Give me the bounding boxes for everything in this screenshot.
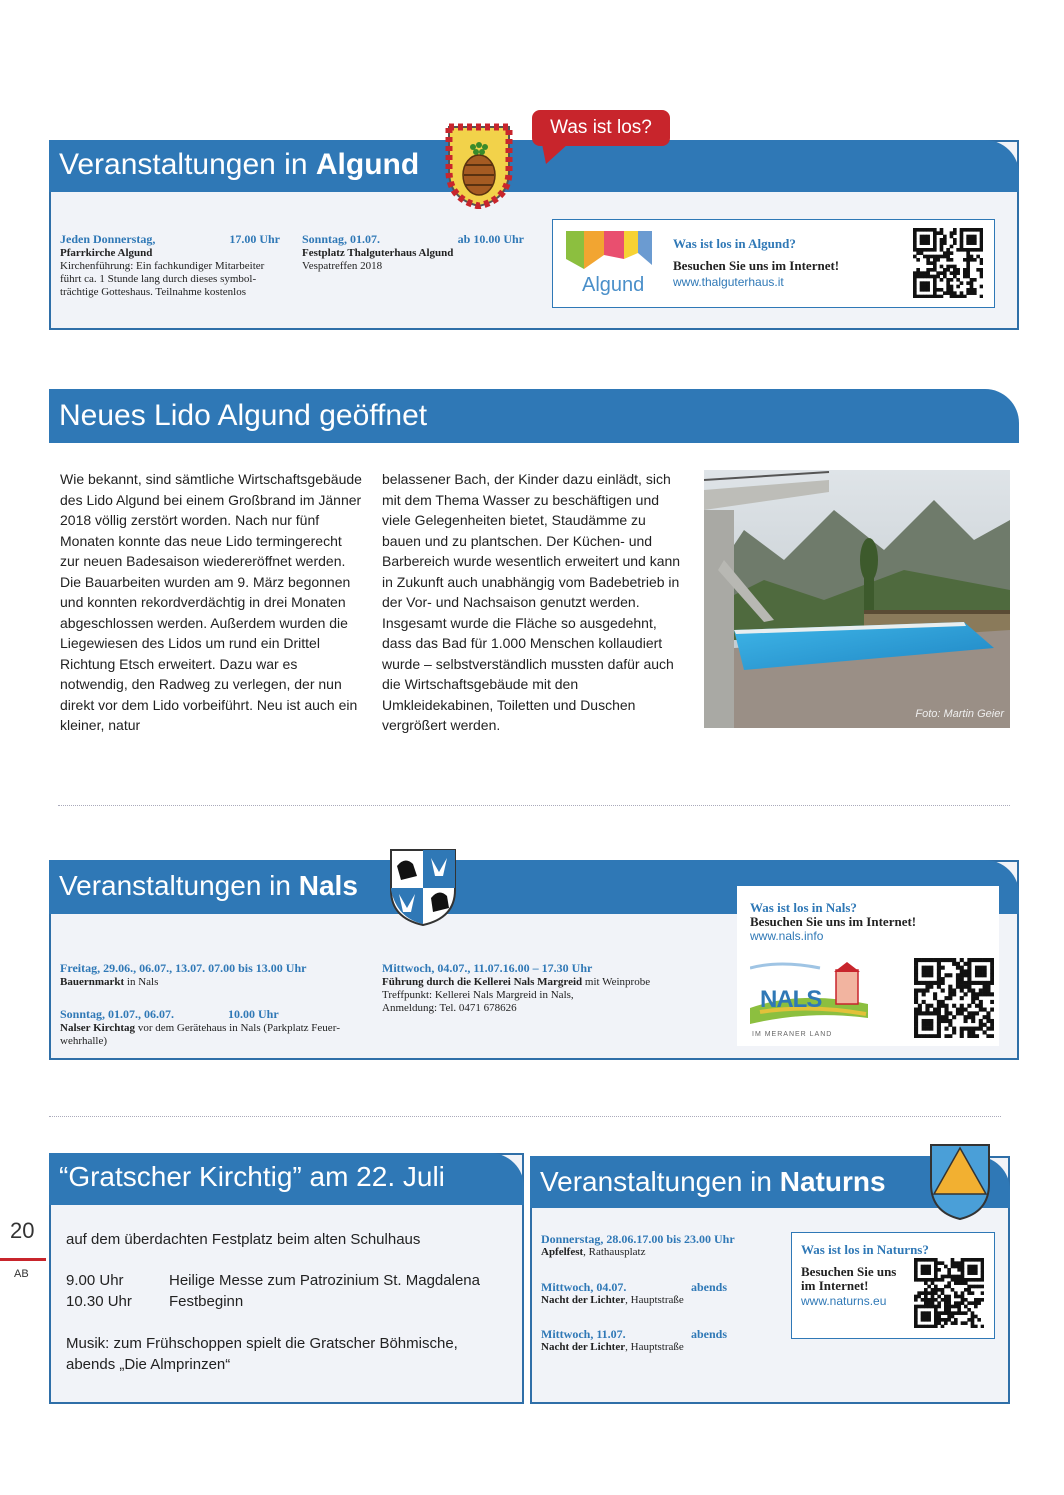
gratsch-desc2: Festbeginn: [169, 1293, 244, 1310]
algund-info-visit: Besuchen Sie uns im Internet!: [673, 258, 840, 273]
algund-info-url[interactable]: www.thalguterhaus.it: [673, 275, 784, 289]
nals-ev3-body: Führung durch die Kellerei Nals Margreid mit Weinprobe Treffpunkt: Kellerei Nals Margreid in Nals, Anmeldung: Tel. 0471 678626: [382, 976, 651, 1014]
algund-title-pre: Veranstaltungen in: [59, 148, 316, 181]
algund-qr-code-icon[interactable]: [913, 228, 983, 298]
page-number-rule: [0, 1258, 46, 1261]
nals-coat-of-arms-icon: [387, 846, 459, 928]
gratsch-header: [49, 1153, 524, 1205]
nals-info-url[interactable]: www.nals.info: [750, 929, 824, 943]
nals-info-visit: Besuchen Sie uns im Internet!: [750, 914, 917, 929]
lido-photo: [704, 470, 1010, 728]
naturns-info-url[interactable]: www.naturns.eu: [801, 1294, 887, 1308]
naturns-ev1-body: Apfelfest, Rathausplatz: [541, 1246, 646, 1258]
gratsch-line1: auf dem überdachten Festplatz beim alten Schulhaus: [66, 1231, 421, 1248]
nals-header: Veranstaltungen in Nals: [49, 860, 1019, 914]
nals-ev3-head: Mittwoch, 04.07., 11.07.16.00 – 17.30 Uhr: [382, 961, 593, 975]
lido-title: Neues Lido Algund geöffnet: [59, 399, 428, 432]
photo-credit: Foto: Martin Geier: [915, 708, 1004, 720]
nals-ev2-body: Nalser Kirchtag vor dem Gerätehaus in Nals (Parkplatz Feuerwehrhalle): [60, 1022, 341, 1047]
gratsch-time2: 10.30 Uhr: [66, 1293, 132, 1310]
algund-logo-icon: [566, 229, 654, 273]
naturns-ev2-body: Nacht der Lichter, Hauptstraße: [541, 1294, 684, 1306]
algund-ev1-body: Pfarrkirche Algund Kirchenführung: Ein fachkundiger Mitarbeiter führt ca. 1 Stunde lang durch dieses symbolträchtige Gotteshaus. Teilnahme kostenlos: [60, 247, 265, 298]
nals-info-question: Was ist los in Nals?: [750, 900, 857, 915]
naturns-ev3-body: Nacht der Lichter, Hauptstraße: [541, 1341, 684, 1353]
naturns-ev1-head: Donnerstag, 28.06.17.00 bis 23.00 Uhr: [541, 1232, 735, 1246]
gratsch-music2: abends „Die Almprinzen“: [66, 1356, 231, 1373]
algund-logo-text: Algund: [582, 274, 645, 296]
divider-1: [58, 805, 1010, 806]
naturns-ev2-head: Mittwoch, 04.07. abends: [541, 1280, 728, 1294]
nals-ev1-body: Bauernmarkt in Nals: [60, 976, 159, 988]
naturns-info-question: Was ist los in Naturns?: [801, 1242, 929, 1257]
nals-logo-subtext: IM MERANER LAND: [752, 1031, 833, 1038]
algund-ev2-head: Sonntag, 01.07. ab 10.00 Uhr: [302, 232, 524, 246]
was-ist-los-bubble: [532, 110, 670, 146]
pool-photo-image: [704, 470, 1010, 728]
divider-2: [49, 1116, 1001, 1117]
page-number: 20: [10, 1218, 35, 1243]
nals-ev2-head: Sonntag, 01.07., 06.07. 10.00 Uhr: [60, 1007, 279, 1021]
algund-title-bold: Algund: [315, 148, 420, 181]
lido-header: [49, 389, 1019, 443]
naturns-info-visit1: Besuchen Sie uns: [801, 1264, 897, 1279]
page-label: AB: [14, 1268, 29, 1280]
nals-qr-code-icon[interactable]: [914, 958, 994, 1038]
nals-logo-text: NALS: [760, 986, 822, 1013]
algund-header: [49, 140, 1019, 192]
algund-ev2-body: Festplatz Thalguterhaus Algund Vespatreffen 2018: [302, 247, 454, 272]
naturns-header: Veranstaltungen in Naturns: [530, 1156, 1010, 1208]
naturns-qr-code-icon[interactable]: [914, 1258, 984, 1328]
nals-ev1-head: Freitag, 29.06., 06.07., 13.07. 07.00 bis 13.00 Uhr: [60, 961, 307, 975]
gratsch-time1: 9.00 Uhr: [66, 1272, 124, 1289]
lido-column-1: Wie bekannt, sind sämtliche Wirtschaftsgebäude des Lido Algund bei einem Großbrand im Jänner 2018 völlig zerstört worden. Nach nur fünf Monaten konnte das neue Lido termingerecht zur neuen Badesaison wiedereröffnet werden. Die Bauarbeiten wurden am 9. März begonnen und konnten rekordverdächtig in drei Monaten abgeschlossen werden. Außerdem wurden die Liegewiesen des Lidos um rund ein Drittel Richtung Etsch erweitert. Dazu war es notwendig, den Radweg zu verlegen, der nun direkt vor dem Lido vorbeiführt. Neu ist auch ein kleiner, natur: [60, 471, 362, 733]
gratsch-music1: Musik: zum Frühschoppen spielt die Gratscher Böhmische,: [66, 1335, 458, 1352]
bubble-text: Was ist los?: [550, 117, 652, 138]
algund-ev1-head: Jeden Donnerstag, 17.00 Uhr: [60, 232, 280, 246]
naturns-ev3-head: Mittwoch, 11.07. abends: [541, 1327, 728, 1341]
algund-coat-of-arms-icon: [445, 123, 513, 209]
algund-info-question: Was ist los in Algund?: [673, 236, 796, 251]
lido-column-2: belassener Bach, der Kinder dazu einlädt, sich mit dem Thema Wasser zu beschäftigen und viele Gelegenheiten bietet, Staudämme zu bauen und zu plantschen. Der Küchen- und Barbereich wurde wesentlich erweitert und kann in Zukunft auch unabhängig vom Badebetrieb in der Vor- und Nachsaison genutzt werden. Insgesamt wurde die Fläche so ausgedehnt, dass das Bad für 1.000 Menschen kollaudiert wurde – selbstverständlich mussten dafür auch die Wirtschaftsgebäude mit den Umkleidekabinen, Toiletten und Duschen vergrößert werden.: [382, 471, 681, 733]
gratsch-desc1: Heilige Messe zum Patrozinium St. Magdalena: [169, 1272, 480, 1289]
gratsch-title: “Gratscher Kirchtig” am 22. Juli: [59, 1161, 445, 1192]
naturns-coat-of-arms-icon: [928, 1142, 992, 1222]
naturns-info-visit2: im Internet!: [801, 1278, 869, 1293]
bubble-tail: [540, 144, 570, 166]
